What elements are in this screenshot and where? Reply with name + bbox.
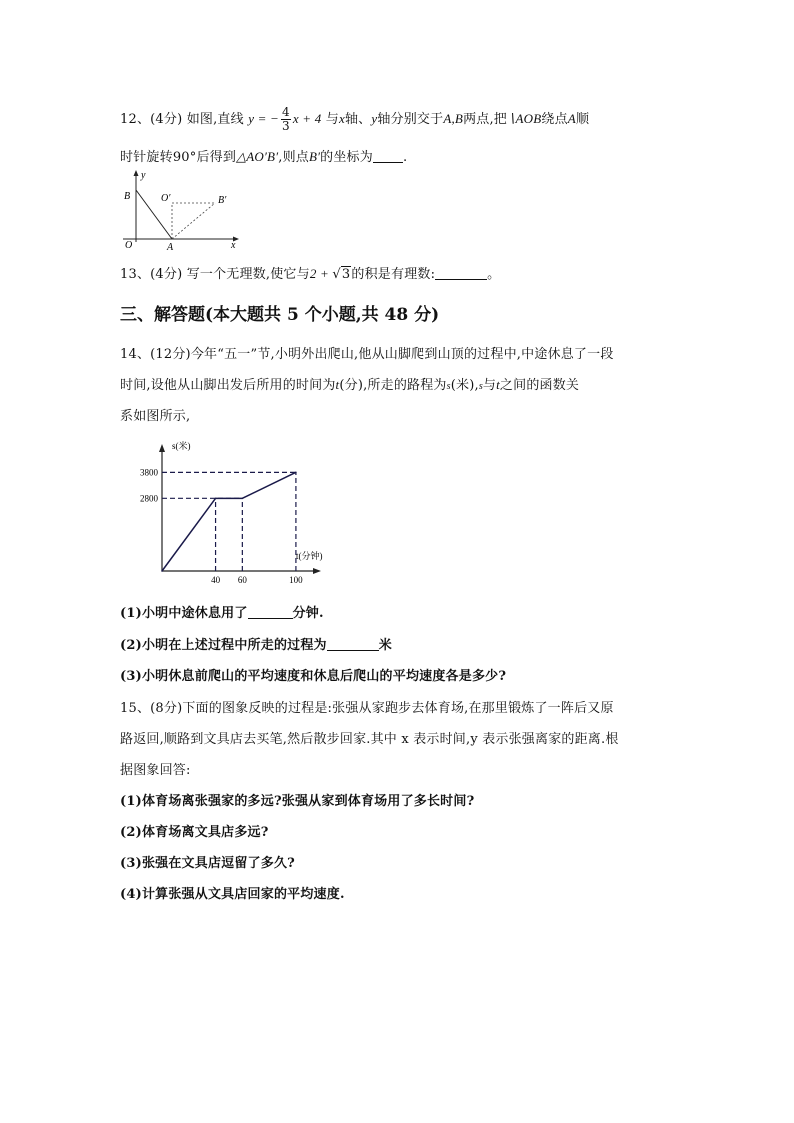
q14-sub-text: 米 xyxy=(378,638,392,653)
y-tick-label: 2800 xyxy=(140,493,158,504)
q12-text: 轴、 xyxy=(344,112,372,127)
answer-blank[interactable] xyxy=(327,638,379,651)
label-x: x xyxy=(231,240,236,251)
data-segment xyxy=(162,498,216,571)
fraction-denominator: 3 xyxy=(282,119,290,133)
chart-x-label: t(分钟) xyxy=(296,551,323,561)
chart-y-axis-arrow xyxy=(159,444,165,452)
label-b: B xyxy=(124,191,131,202)
section-heading: 三、解答题(本大题共 5 个小题,共 48 分) xyxy=(120,305,440,325)
points-ab: A,B xyxy=(443,111,464,126)
label-b-prime: B′ xyxy=(218,195,227,206)
q13-number: 13、(4分) xyxy=(120,267,183,282)
label-y: y xyxy=(141,170,146,181)
q12-line-2 xyxy=(120,146,407,165)
label-o-prime: O′ xyxy=(161,193,171,204)
point-a: A xyxy=(567,111,576,126)
q13-line: 13、(4分) 写一个无理数,使它与2 + √3的积是有理数: 。 xyxy=(120,266,501,282)
var-t: t xyxy=(335,377,340,392)
q13-sqrt: 3 xyxy=(341,267,351,282)
q14-line-2 xyxy=(120,374,579,393)
q13-expr: 2 + xyxy=(309,266,333,281)
q15-line-3: 据图象回答: xyxy=(120,763,191,778)
q15-sub-1: (1)体育场离张强家的多远?张强从家到体育场用了多长时间? xyxy=(120,794,475,809)
var-y: y xyxy=(371,111,378,126)
q14-sub-text: (2)小明在上述过程中所走的过程为 xyxy=(120,638,327,653)
x-tick-label: 40 xyxy=(211,575,221,585)
chart-y-label: s(米) xyxy=(172,441,191,451)
data-point xyxy=(215,498,217,500)
q15-line-1 xyxy=(120,697,614,716)
var-s: s xyxy=(478,381,483,392)
angle-value: 90° xyxy=(172,150,197,165)
q14-sub-2 xyxy=(120,634,392,653)
q14-line-1 xyxy=(120,343,614,362)
y-tick-label: 3800 xyxy=(140,467,158,478)
q14-text: 时间,设他从山脚出发后所用的时间为 xyxy=(120,378,336,393)
data-point xyxy=(242,498,244,500)
point-b-prime: B′ xyxy=(308,149,321,164)
q12-fraction xyxy=(281,106,291,133)
fraction-numerator: 4 xyxy=(282,105,290,119)
answer-blank[interactable] xyxy=(248,606,293,619)
q14-number: 14、(12分) xyxy=(120,347,191,362)
q12-text: 时针旋转 xyxy=(120,150,173,165)
q12-eq-rhs: x + 4 xyxy=(292,111,322,126)
q14-line-3: 系如图所示, xyxy=(120,409,191,424)
q14-text: 与 xyxy=(482,378,497,393)
q14-distance-time-chart xyxy=(120,435,340,590)
q15-line-2: 路返回,顺路到文具店去买笔,然后散步回家.其中 x 表示时间,y 表示张强离家的距离.根 xyxy=(120,732,619,747)
q15-text: 下面的图象反映的过程是:张强从家跑步去体育场,在那里锻炼了一阵后又原 xyxy=(182,701,614,716)
q14-text: 今年“五一”节,小明外出爬山,他从山脚爬到山顶的过程中,中途休息了一段 xyxy=(190,347,614,362)
q14-text: (分),所走的路程为 xyxy=(339,378,447,393)
segment-ab-prime xyxy=(172,203,215,239)
y-axis-arrow xyxy=(134,170,139,176)
q12-text: 两点,把 xyxy=(463,112,508,127)
q14-text: (米), xyxy=(450,378,479,393)
q12-text: 后得到 xyxy=(196,150,237,165)
answer-blank[interactable] xyxy=(373,150,403,163)
q12-text: ,则点 xyxy=(278,150,309,165)
q12-eq-lhs: y = − xyxy=(248,111,280,126)
triangle-aob: ∖AOB xyxy=(507,111,542,126)
q14-sub-text: (1)小明中途休息用了 xyxy=(120,606,248,621)
q13-text: 写一个无理数,使它与 xyxy=(186,267,310,282)
q12-text: 的坐标为 xyxy=(320,150,373,165)
answer-blank[interactable] xyxy=(435,267,487,280)
q12-text: 顺 xyxy=(575,112,590,127)
label-a: A xyxy=(167,242,174,252)
q14-sub-1 xyxy=(120,602,324,621)
data-segment xyxy=(242,472,296,498)
q12-text: 绕点 xyxy=(541,112,568,127)
chart-x-axis-arrow xyxy=(313,568,321,574)
q13-text: 的积是有理数: xyxy=(351,267,436,282)
q12-text: . xyxy=(402,150,408,165)
data-point xyxy=(295,472,297,474)
q13-text: 。 xyxy=(487,267,501,282)
q15-sub-4: (4)计算张强从文具店回家的平均速度. xyxy=(120,887,345,902)
triangle-aob-rotated: △AO′B′ xyxy=(236,149,279,164)
q12-geometry-figure xyxy=(115,168,245,252)
q12-text: 与 xyxy=(325,112,339,127)
q12-text: 如图,直线 xyxy=(186,112,244,127)
var-t: t xyxy=(496,377,500,392)
q12-number: 12、(4分) xyxy=(120,112,183,127)
q14-sub-text: 分钟. xyxy=(292,606,324,621)
q14-sub-3: (3)小明休息前爬山的平均速度和休息后爬山的平均速度各是多少? xyxy=(120,669,507,684)
q15-sub-2: (2)体育场离文具店多远? xyxy=(120,825,269,840)
q12-text: 轴分别交于 xyxy=(377,112,444,127)
q14-text: 之间的函数关 xyxy=(499,378,580,393)
var-s: s xyxy=(446,381,451,392)
data-point xyxy=(161,570,163,572)
var-x: x xyxy=(338,111,345,126)
x-tick-label: 60 xyxy=(237,575,247,585)
x-tick-label: 100 xyxy=(289,575,303,585)
q15-sub-3: (3)张强在文具店逗留了多久? xyxy=(120,856,295,871)
q15-number: 15、(8分) xyxy=(120,701,183,716)
q12-line-1 xyxy=(120,106,589,133)
label-o: O xyxy=(125,240,133,251)
